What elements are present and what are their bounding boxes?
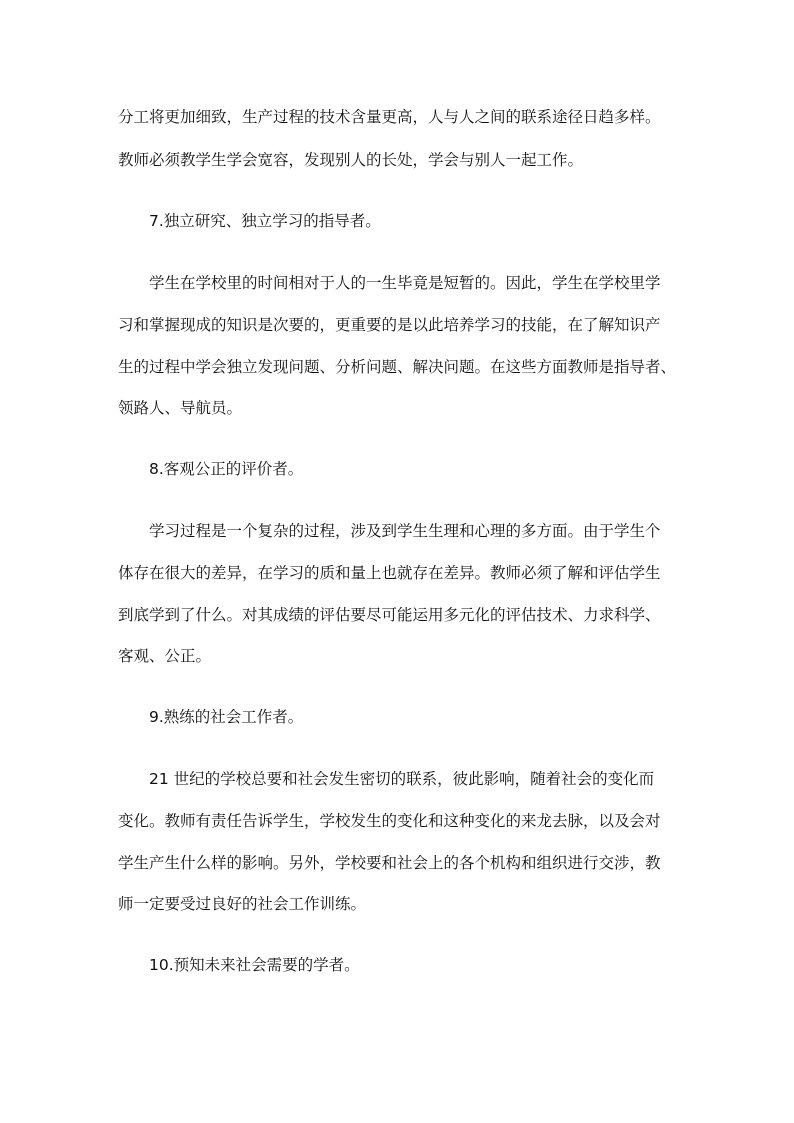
paragraph-line: 21 世纪的学校总要和社会发生密切的联系，彼此影响，随着社会的变化而 — [149, 770, 655, 788]
paragraph-line: 客观、公正。 — [118, 647, 212, 665]
section-heading-7: 7.独立研究、独立学习的指导者。 — [149, 212, 381, 230]
paragraph-line: 领路人、导航员。 — [118, 399, 243, 417]
paragraph-line: 师一定要受过良好的社会工作训练。 — [118, 895, 367, 913]
paragraph-line: 教师必须教学生学会宽容，发现别人的长处，学会与别人一起工作。 — [118, 151, 584, 169]
section-heading-9: 9.熟练的社会工作者。 — [149, 708, 304, 726]
section-heading-10: 10.预知未来社会需要的学者。 — [149, 956, 360, 974]
paragraph-line: 到底学到了什么。对其成绩的评估要尽可能运用多元化的评估技术、力求科学、 — [118, 606, 661, 624]
paragraph-line: 变化。教师有责任告诉学生，学校发生的变化和这种变化的来龙去脉，以及会对 — [118, 812, 661, 830]
paragraph-line: 习和掌握现成的知识是次要的，更重要的是以此培养学习的技能，在了解知识产 — [118, 316, 661, 334]
section-heading-8: 8.客观公正的评价者。 — [149, 460, 304, 478]
paragraph-line: 学生在学校里的时间相对于人的一生毕竟是短暂的。因此，学生在学校里学 — [149, 274, 661, 292]
paragraph-line: 生的过程中学会独立发现问题、分析问题、解决问题。在这些方面教师是指导者、 — [118, 358, 677, 376]
paragraph-line: 学习过程是一个复杂的过程，涉及到学生生理和心理的多方面。由于学生个 — [149, 522, 661, 540]
paragraph-line: 体存在很大的差异，在学习的质和量上也就存在差异。教师必须了解和评估学生 — [118, 564, 661, 582]
paragraph-line: 分工将更加细致，生产过程的技术含量更高，人与人之间的联系途径日趋多样。 — [118, 108, 661, 126]
paragraph-line: 学生产生什么样的影响。另外，学校要和社会上的各个机构和组织进行交涉，教 — [118, 854, 661, 872]
